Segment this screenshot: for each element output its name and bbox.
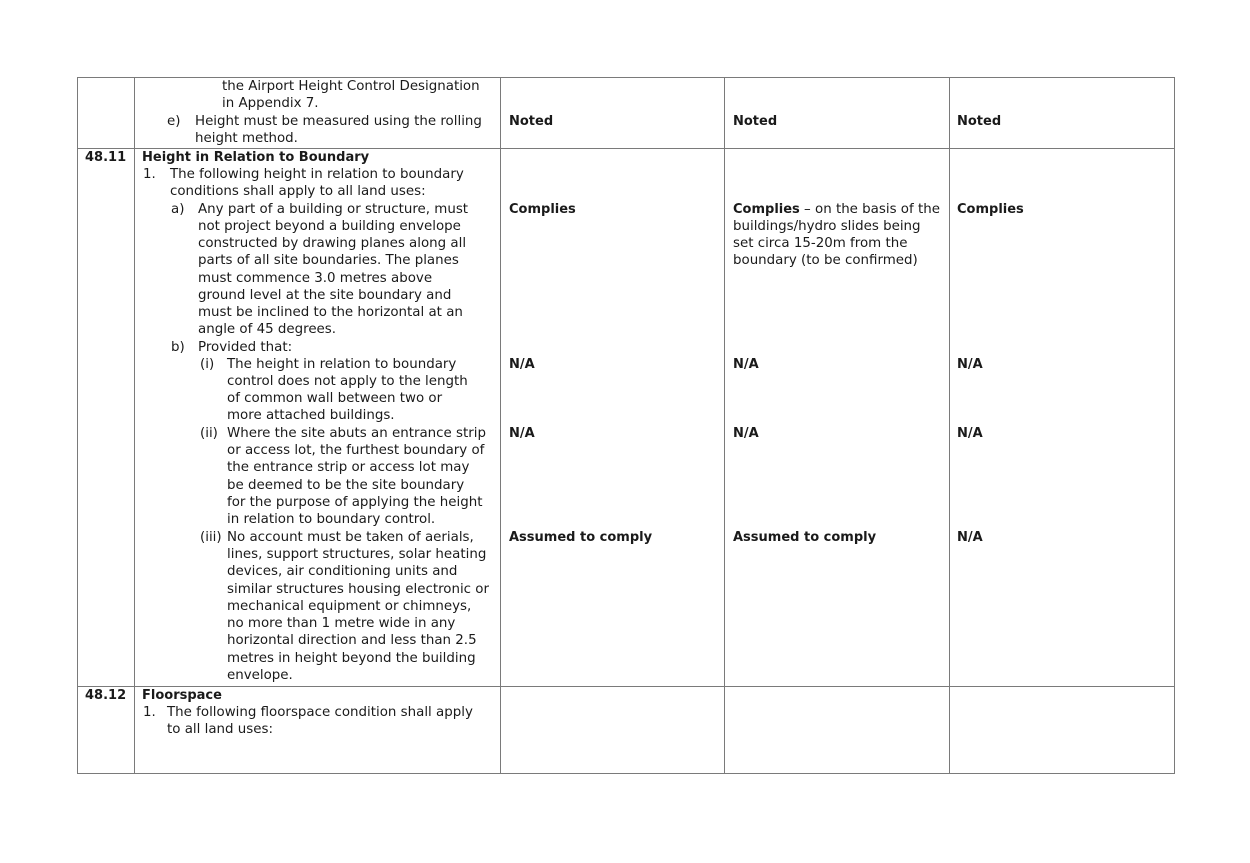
criteria-text: mechanical equipment or chimneys, (227, 599, 472, 614)
criteria-text: No account must be taken of aerials, (227, 530, 474, 545)
assessment-status: N/A (509, 357, 535, 372)
criteria-text: of common wall between two or (227, 391, 443, 406)
column-divider (500, 77, 501, 774)
criteria-text: control does not apply to the length (227, 374, 468, 389)
criteria-text: the Airport Height Control Designation (222, 79, 480, 94)
section-number: 48.12 (85, 688, 127, 703)
table-border-right (1174, 77, 1175, 774)
section-heading: Height in Relation to Boundary (142, 150, 370, 165)
assessment-status: Noted (957, 114, 1002, 129)
section-heading: Floorspace (142, 688, 222, 703)
criteria-text: Where the site abuts an entrance strip (227, 426, 486, 441)
column-divider (949, 77, 950, 774)
list-marker: 1. (143, 705, 156, 720)
section-number: 48.11 (85, 150, 127, 165)
column-divider (724, 77, 725, 774)
assessment-status: N/A (957, 426, 983, 441)
criteria-text: in Appendix 7. (222, 96, 319, 111)
criteria-text: in relation to boundary control. (227, 512, 436, 527)
criteria-text: angle of 45 degrees. (198, 322, 337, 337)
assessment-status: N/A (509, 426, 535, 441)
assessment-status: N/A (733, 357, 759, 372)
assessment-status: Complies (733, 202, 800, 217)
criteria-text: lines, support structures, solar heating (227, 547, 487, 562)
criteria-text: to all land uses: (167, 722, 273, 737)
criteria-text: be deemed to be the site boundary (227, 478, 465, 493)
assessment-note: – on the basis of the (799, 202, 940, 217)
criteria-text: must commence 3.0 metres above (198, 271, 433, 286)
criteria-text: devices, air conditioning units and (227, 564, 458, 579)
assessment-status: Assumed to comply (509, 530, 653, 545)
clause-marker: (iii) (200, 530, 222, 545)
criteria-text: height method. (195, 131, 298, 146)
criteria-text: metres in height beyond the building (227, 651, 476, 666)
assessment-note: boundary (to be confirmed) (733, 253, 918, 268)
criteria-text: The following floorspace condition shall apply (167, 705, 473, 720)
criteria-text: similar structures housing electronic or (227, 582, 489, 597)
assessment-note: buildings/hydro slides being (733, 219, 921, 234)
criteria-text: must be inclined to the horizontal at an (198, 305, 463, 320)
criteria-text: parts of all site boundaries. The planes (198, 253, 459, 268)
list-marker: 1. (143, 167, 156, 182)
assessment-status: Noted (509, 114, 554, 129)
criteria-text: Provided that: (198, 340, 293, 355)
criteria-text: The height in relation to boundary (227, 357, 457, 372)
clause-marker: (ii) (200, 426, 218, 441)
table-border-left (77, 77, 78, 774)
criteria-text: not project beyond a building envelope (198, 219, 461, 234)
assessment-status: Complies (509, 202, 576, 217)
clause-marker: b) (171, 340, 185, 355)
assessment-status: N/A (733, 426, 759, 441)
criteria-text: the entrance strip or access lot may (227, 460, 470, 475)
criteria-text: more attached buildings. (227, 408, 395, 423)
criteria-text: horizontal direction and less than 2.5 (227, 633, 477, 648)
clause-marker: a) (171, 202, 185, 217)
criteria-text: conditions shall apply to all land uses: (170, 184, 426, 199)
assessment-status: Assumed to comply (733, 530, 877, 545)
criteria-text: constructed by drawing planes along all (198, 236, 467, 251)
criteria-text: Any part of a building or structure, must (198, 202, 469, 217)
assessment-status: N/A (957, 530, 983, 545)
criteria-text: for the purpose of applying the height (227, 495, 483, 510)
assessment-note: set circa 15-20m from the (733, 236, 908, 251)
criteria-text: no more than 1 metre wide in any (227, 616, 456, 631)
row-divider (77, 686, 1175, 687)
column-divider (134, 77, 135, 774)
criteria-text: ground level at the site boundary and (198, 288, 452, 303)
criteria-text: or access lot, the furthest boundary of (227, 443, 485, 458)
assessment-status: Complies (957, 202, 1024, 217)
assessment-comment (733, 201, 940, 218)
criteria-text: envelope. (227, 668, 293, 683)
assessment-status: N/A (957, 357, 983, 372)
criteria-text: The following height in relation to boundary (170, 167, 464, 182)
criteria-text: Height must be measured using the rolling (195, 114, 482, 129)
assessment-status: Noted (733, 114, 778, 129)
clause-marker: e) (167, 114, 181, 129)
clause-marker: (i) (200, 357, 215, 372)
table-border-bottom (77, 773, 1175, 774)
